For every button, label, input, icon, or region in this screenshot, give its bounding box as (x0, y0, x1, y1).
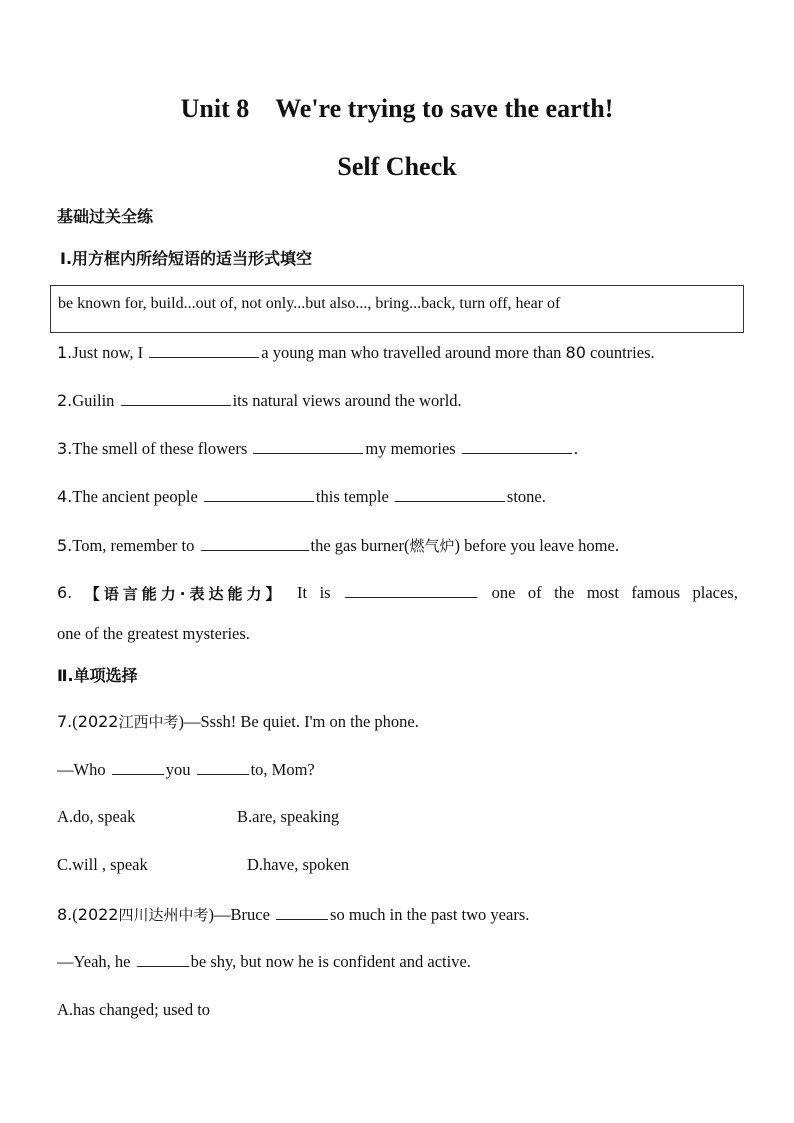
question-3 (57, 439, 578, 459)
answer-blank[interactable] (121, 391, 231, 406)
question-number: 7. (57, 712, 73, 731)
option-c[interactable]: C.will , speak (57, 855, 148, 874)
phrase-box (50, 285, 744, 333)
source-year: 2022 (77, 905, 119, 924)
question-text: stone. (506, 487, 546, 506)
question-5 (57, 535, 619, 556)
answer-blank[interactable] (204, 487, 314, 502)
source-paren: ) (178, 712, 184, 731)
word: places, (692, 583, 738, 602)
word: is (319, 583, 331, 602)
part1-heading: Ⅰ.用方框内所给短语的适当形式填空 (60, 249, 313, 268)
question-7 (57, 711, 419, 732)
question-number: 2. (57, 391, 73, 410)
question-number: 6. (57, 583, 73, 602)
reply-text: you (165, 760, 195, 779)
answer-blank[interactable] (462, 439, 572, 454)
option-b[interactable]: B.are, speaking (237, 807, 340, 826)
answer-blank[interactable] (395, 487, 505, 502)
question-text: The smell of these flowers (72, 439, 252, 458)
worksheet-title: Unit 8 We're trying to save the earth! (180, 94, 614, 123)
source-year: 2022 (77, 712, 119, 731)
answer-blank[interactable] (197, 760, 249, 775)
answer-blank[interactable] (112, 760, 164, 775)
answer-blank[interactable] (201, 536, 309, 551)
phrase-list: be known for, build...out of, not only...but also..., bring...back, turn off, hear of (58, 295, 561, 312)
question-text: Tom, remember to (72, 536, 199, 555)
option-a[interactable]: A.do, speak (57, 807, 136, 826)
question-text: The ancient people (72, 487, 202, 506)
part2-heading: Ⅱ.单项选择 (57, 666, 138, 685)
answer-blank[interactable] (253, 439, 363, 454)
worksheet-subtitle: Self Check (337, 152, 457, 181)
question-text: its natural views around the world. (232, 391, 462, 410)
option-a[interactable]: A.has changed; used to (57, 1000, 211, 1019)
question-text: Just now, I (72, 343, 148, 362)
question-8 (57, 904, 529, 925)
question-8-reply (57, 952, 471, 972)
question-number: 5. (57, 536, 73, 555)
word: famous (631, 583, 680, 602)
source-exam: 江西中考 (118, 713, 179, 731)
question-text: this temple (315, 487, 393, 506)
question-1 (57, 343, 655, 363)
reply-text: be shy, but now he is confident and active. (190, 952, 471, 971)
question-number: 1. (57, 343, 73, 362)
source-paren: ( (72, 905, 78, 924)
source-paren: ) (208, 905, 214, 924)
section-label: 基础过关全练 (57, 207, 154, 226)
question-number: 3. (57, 439, 73, 458)
question-text: countries. (585, 343, 655, 362)
word: one (491, 583, 516, 602)
question-6 (57, 583, 738, 604)
question-number: 4. (57, 487, 73, 506)
answer-blank[interactable] (149, 343, 259, 358)
question-number: 8. (57, 905, 73, 924)
question-6-line2: one of the greatest mysteries. (57, 624, 250, 643)
answer-blank[interactable] (345, 583, 477, 598)
question-7-reply (57, 760, 315, 780)
source-exam: 四川达州中考 (118, 906, 209, 924)
question-2 (57, 391, 462, 411)
reply-text: —Yeah, he (57, 952, 135, 971)
chinese-gloss: 燃气炉 (409, 537, 455, 555)
question-text: Guilin (72, 391, 119, 410)
question-4 (57, 487, 546, 507)
word: most (586, 583, 619, 602)
question-prompt: so much in the past two years. (330, 905, 530, 924)
reply-text: to, Mom? (250, 760, 315, 779)
word: of (527, 583, 542, 602)
skill-tag: 【语言能力·表达能力】 (84, 585, 285, 603)
question-text: my memories (365, 439, 460, 458)
question-prompt: —Bruce (214, 905, 275, 924)
option-d[interactable]: D.have, spoken (247, 855, 350, 874)
answer-blank[interactable] (276, 905, 328, 920)
number-text: 80 (565, 343, 586, 362)
question-prompt: —Sssh! Be quiet. I'm on the phone. (184, 712, 419, 731)
word: It (296, 583, 308, 602)
question-text: ) before you leave home. (454, 536, 619, 555)
word: the (554, 583, 575, 602)
question-text: the gas burner( (310, 536, 410, 555)
question-text: a young man who travelled around more than (261, 343, 566, 362)
answer-blank[interactable] (137, 952, 189, 967)
source-paren: ( (72, 712, 78, 731)
question-text: . (573, 439, 578, 458)
reply-text: —Who (57, 760, 110, 779)
